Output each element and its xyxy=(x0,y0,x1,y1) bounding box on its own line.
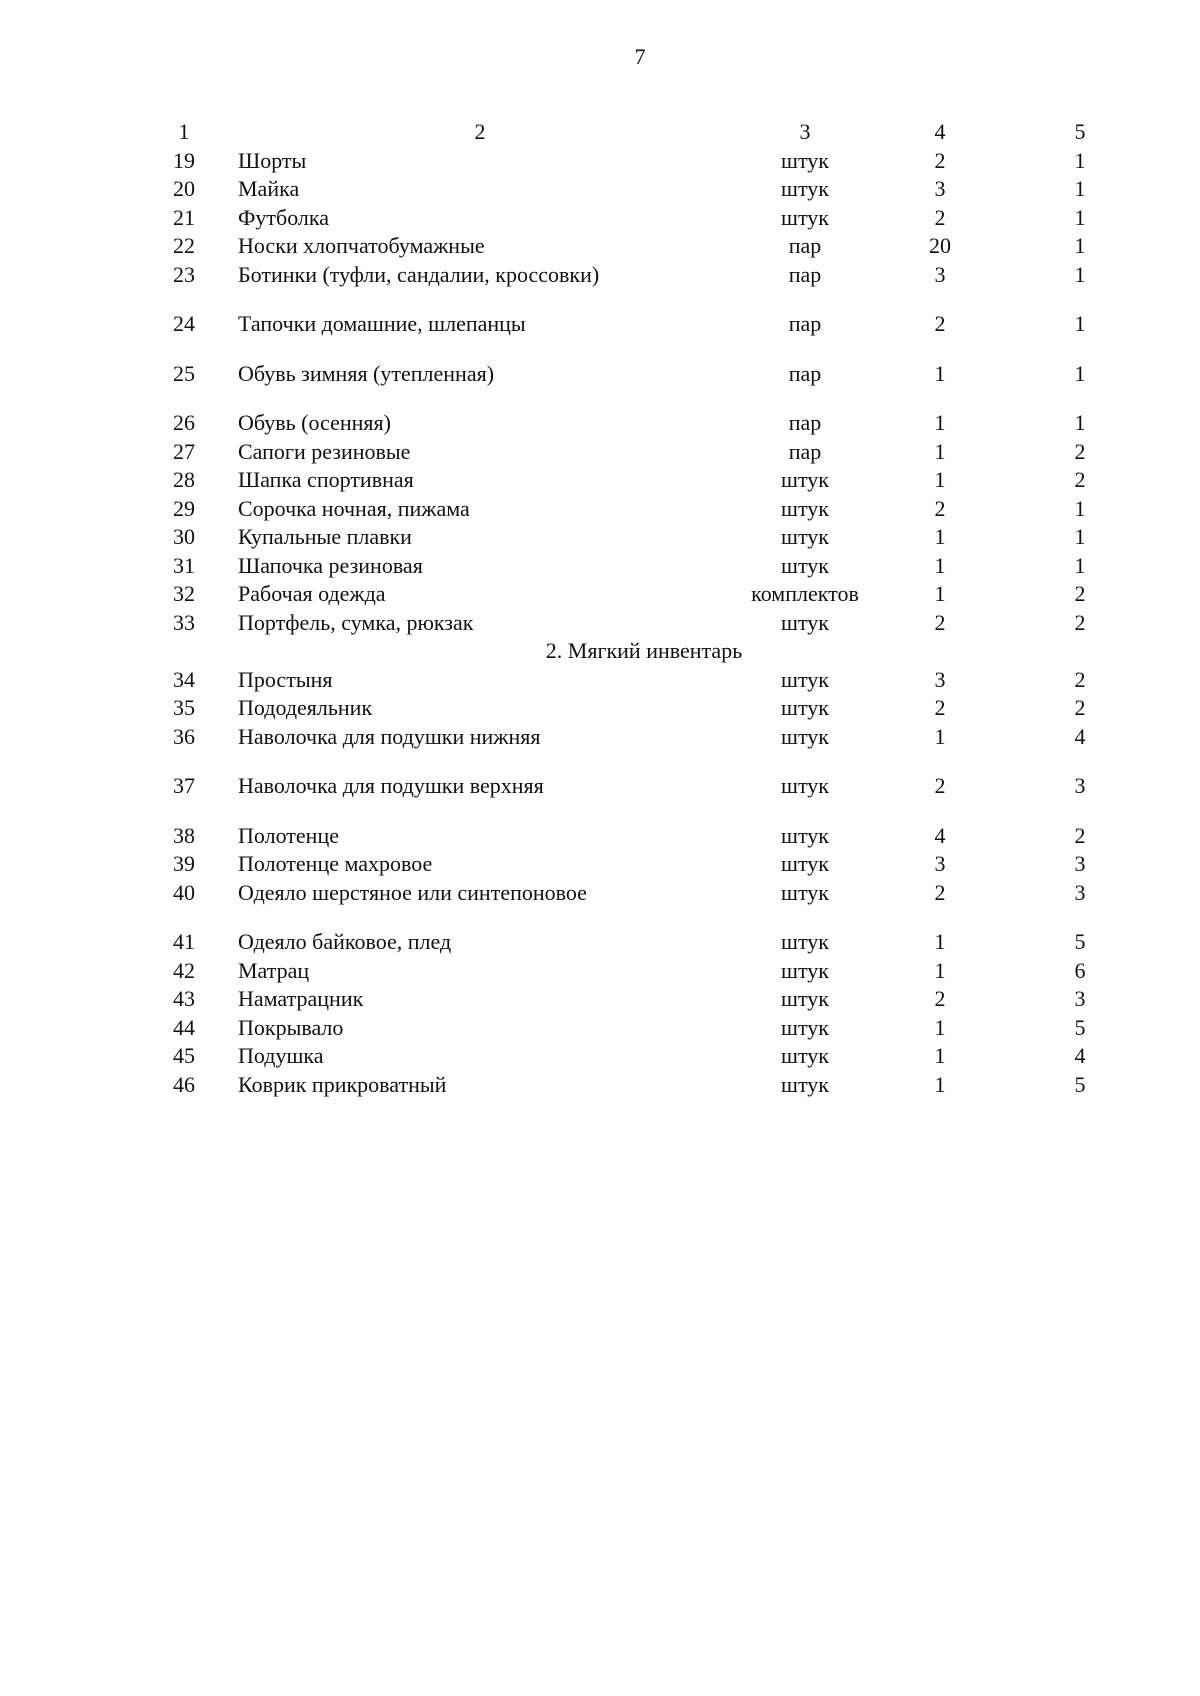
item-term: 1 xyxy=(1074,204,1086,230)
row-number: 36 xyxy=(173,723,195,749)
item-term: 5 xyxy=(1074,929,1086,954)
table-row xyxy=(0,850,1200,879)
item-unit: штук xyxy=(781,467,829,492)
row-number: 24 xyxy=(173,311,195,336)
item-term: 3 xyxy=(1074,773,1086,798)
item-name: Шапка спортивная xyxy=(238,467,414,492)
item-name: Полотенце махровое xyxy=(238,851,433,876)
item-quantity: 2 xyxy=(934,495,946,521)
row-number: 28 xyxy=(173,467,195,492)
item-term: 1 xyxy=(1074,495,1086,521)
item-unit: штук xyxy=(781,1071,829,1097)
item-unit: штук xyxy=(781,1043,829,1068)
item-unit: штук xyxy=(781,147,829,173)
item-name: Сорочка ночная, пижама xyxy=(238,495,470,521)
item-quantity: 1 xyxy=(934,581,946,606)
item-quantity: 20 xyxy=(929,233,951,258)
item-term: 3 xyxy=(1074,879,1086,905)
table-header-row xyxy=(0,118,1200,147)
item-term: 1 xyxy=(1074,233,1086,258)
item-unit: пар xyxy=(788,311,822,336)
header-col-3: 3 xyxy=(799,119,811,144)
item-term: 4 xyxy=(1074,1043,1086,1068)
item-quantity: 3 xyxy=(934,666,946,692)
item-name: Купальные плавки xyxy=(238,524,412,549)
section-title: 2. Мягкий инвентарь xyxy=(545,638,743,663)
item-name: Наволочка для подушки нижняя xyxy=(238,723,541,749)
item-quantity: 2 xyxy=(934,147,946,173)
header-col-1: 1 xyxy=(178,119,190,144)
item-name: Шорты xyxy=(238,147,307,173)
header-col-4: 4 xyxy=(934,119,946,144)
item-term: 4 xyxy=(1074,723,1086,749)
item-quantity: 2 xyxy=(934,311,946,336)
item-name: Майка xyxy=(238,176,300,201)
table-row xyxy=(0,1071,1200,1100)
table-row xyxy=(0,310,1200,339)
item-name: Матрац xyxy=(238,957,310,983)
table-row xyxy=(0,261,1200,290)
row-number: 38 xyxy=(173,822,195,848)
item-unit: штук xyxy=(781,986,829,1011)
item-name: Коврик прикроватный xyxy=(238,1071,447,1097)
table-row xyxy=(0,360,1200,389)
header-col-2: 2 xyxy=(474,119,486,144)
item-unit: штук xyxy=(781,723,829,749)
item-name: Одеяло шерстяное или синтепоновое xyxy=(238,879,587,905)
row-number: 37 xyxy=(173,773,195,798)
item-term: 2 xyxy=(1074,695,1086,720)
item-term: 1 xyxy=(1074,410,1086,435)
item-term: 3 xyxy=(1074,851,1086,876)
table-row xyxy=(0,985,1200,1014)
item-quantity: 2 xyxy=(934,695,946,720)
item-term: 1 xyxy=(1074,524,1086,549)
table-body-clothing xyxy=(0,147,1200,638)
item-unit: штук xyxy=(781,695,829,720)
item-quantity: 1 xyxy=(934,552,946,578)
item-unit: пар xyxy=(788,261,822,287)
item-term: 1 xyxy=(1074,261,1086,287)
item-name: Шапочка резиновая xyxy=(238,552,423,578)
row-number: 32 xyxy=(173,581,195,606)
item-unit: штук xyxy=(781,851,829,876)
item-term: 1 xyxy=(1074,552,1086,578)
row-number: 21 xyxy=(173,204,195,230)
item-unit: штук xyxy=(781,552,829,578)
item-quantity: 1 xyxy=(934,410,946,435)
item-name: Носки хлопчатобумажные xyxy=(238,233,485,258)
item-term: 1 xyxy=(1074,311,1086,336)
item-quantity: 2 xyxy=(934,773,946,798)
row-number: 20 xyxy=(173,176,195,201)
section-heading-row xyxy=(0,637,1200,666)
row-number: 30 xyxy=(173,524,195,549)
item-quantity: 2 xyxy=(934,204,946,230)
row-number: 26 xyxy=(173,410,195,435)
table-row xyxy=(0,552,1200,581)
item-name: Портфель, сумка, рюкзак xyxy=(238,609,474,635)
table-row xyxy=(0,147,1200,176)
item-unit: штук xyxy=(781,1014,829,1040)
item-quantity: 2 xyxy=(934,986,946,1011)
item-quantity: 1 xyxy=(934,1043,946,1068)
item-name: Футболка xyxy=(238,204,329,230)
item-unit: штук xyxy=(781,957,829,983)
item-term: 6 xyxy=(1074,957,1086,983)
item-term: 5 xyxy=(1074,1014,1086,1040)
table-row xyxy=(0,495,1200,524)
row-number: 41 xyxy=(173,929,195,954)
row-number: 19 xyxy=(173,147,195,173)
supply-table xyxy=(0,118,1200,1099)
item-quantity: 1 xyxy=(934,467,946,492)
item-term: 2 xyxy=(1074,822,1086,848)
item-term: 3 xyxy=(1074,986,1086,1011)
item-name: Обувь (осенняя) xyxy=(238,410,391,435)
item-quantity: 1 xyxy=(934,524,946,549)
item-name: Наволочка для подушки верхняя xyxy=(238,773,544,798)
item-unit: штук xyxy=(781,609,829,635)
item-term: 2 xyxy=(1074,666,1086,692)
item-term: 1 xyxy=(1074,176,1086,201)
item-term: 2 xyxy=(1074,581,1086,606)
item-name: Простыня xyxy=(238,666,333,692)
table-row xyxy=(0,666,1200,695)
item-unit: пар xyxy=(788,360,822,386)
row-number: 33 xyxy=(173,609,195,635)
item-quantity: 4 xyxy=(934,822,946,848)
item-unit: пар xyxy=(788,410,822,435)
item-unit: штук xyxy=(781,822,829,848)
table-row xyxy=(0,409,1200,438)
item-unit: пар xyxy=(788,438,822,464)
table-row xyxy=(0,466,1200,495)
table-row xyxy=(0,204,1200,233)
item-name: Тапочки домашние, шлепанцы xyxy=(238,311,526,336)
item-unit: комплектов xyxy=(751,581,859,606)
row-number: 22 xyxy=(173,233,195,258)
item-name: Рабочая одежда xyxy=(238,581,386,606)
item-unit: штук xyxy=(781,879,829,905)
row-number: 44 xyxy=(173,1014,195,1040)
table-row xyxy=(0,822,1200,851)
item-term: 5 xyxy=(1074,1071,1086,1097)
item-term: 2 xyxy=(1074,609,1086,635)
table-row xyxy=(0,957,1200,986)
item-name: Пододеяльник xyxy=(238,695,373,720)
item-quantity: 1 xyxy=(934,957,946,983)
item-quantity: 2 xyxy=(934,609,946,635)
table-row xyxy=(0,723,1200,752)
row-number: 46 xyxy=(173,1071,195,1097)
item-unit: штук xyxy=(781,773,829,798)
item-name: Покрывало xyxy=(238,1014,344,1040)
row-number: 29 xyxy=(173,495,195,521)
item-quantity: 1 xyxy=(934,1014,946,1040)
table-row xyxy=(0,609,1200,638)
table-row xyxy=(0,928,1200,957)
row-number: 40 xyxy=(173,879,195,905)
item-quantity: 1 xyxy=(934,360,946,386)
row-number: 25 xyxy=(173,360,195,386)
row-number: 42 xyxy=(173,957,195,983)
item-quantity: 3 xyxy=(934,851,946,876)
row-number: 35 xyxy=(173,695,195,720)
table-row xyxy=(0,175,1200,204)
item-name: Сапоги резиновые xyxy=(238,438,411,464)
row-number: 23 xyxy=(173,261,195,287)
item-unit: штук xyxy=(781,524,829,549)
row-number: 45 xyxy=(173,1043,195,1068)
table-row xyxy=(0,879,1200,908)
item-name: Обувь зимняя (утепленная) xyxy=(238,360,495,386)
item-name: Ботинки (туфли, сандалии, кроссовки) xyxy=(238,261,600,287)
item-name: Подушка xyxy=(238,1043,324,1068)
item-unit: штук xyxy=(781,176,829,201)
row-number: 27 xyxy=(173,438,195,464)
item-name: Наматрацник xyxy=(238,986,364,1011)
item-quantity: 1 xyxy=(934,1071,946,1097)
table-row xyxy=(0,694,1200,723)
item-quantity: 1 xyxy=(934,929,946,954)
item-quantity: 3 xyxy=(934,261,946,287)
row-number: 43 xyxy=(173,986,195,1011)
item-unit: пар xyxy=(788,233,822,258)
table-row xyxy=(0,232,1200,261)
item-unit: штук xyxy=(781,929,829,954)
item-unit: штук xyxy=(781,666,829,692)
header-col-5: 5 xyxy=(1074,119,1086,144)
table-row xyxy=(0,580,1200,609)
item-quantity: 3 xyxy=(934,176,946,201)
row-number: 34 xyxy=(173,666,195,692)
item-name: Одеяло байковое, плед xyxy=(238,929,452,954)
table-body-soft-inventory xyxy=(0,666,1200,1100)
row-number: 31 xyxy=(173,552,195,578)
item-unit: штук xyxy=(781,495,829,521)
item-quantity: 2 xyxy=(934,879,946,905)
table-row xyxy=(0,772,1200,801)
table-row xyxy=(0,438,1200,467)
item-quantity: 1 xyxy=(934,723,946,749)
item-term: 2 xyxy=(1074,438,1086,464)
item-term: 1 xyxy=(1074,147,1086,173)
item-quantity: 1 xyxy=(934,438,946,464)
item-term: 1 xyxy=(1074,360,1086,386)
row-number: 39 xyxy=(173,851,195,876)
table-row xyxy=(0,1014,1200,1043)
item-name: Полотенце xyxy=(238,822,339,848)
item-unit: штук xyxy=(781,204,829,230)
page-number: 7 xyxy=(634,44,646,69)
item-term: 2 xyxy=(1074,467,1086,492)
table-row xyxy=(0,1042,1200,1071)
table-row xyxy=(0,523,1200,552)
